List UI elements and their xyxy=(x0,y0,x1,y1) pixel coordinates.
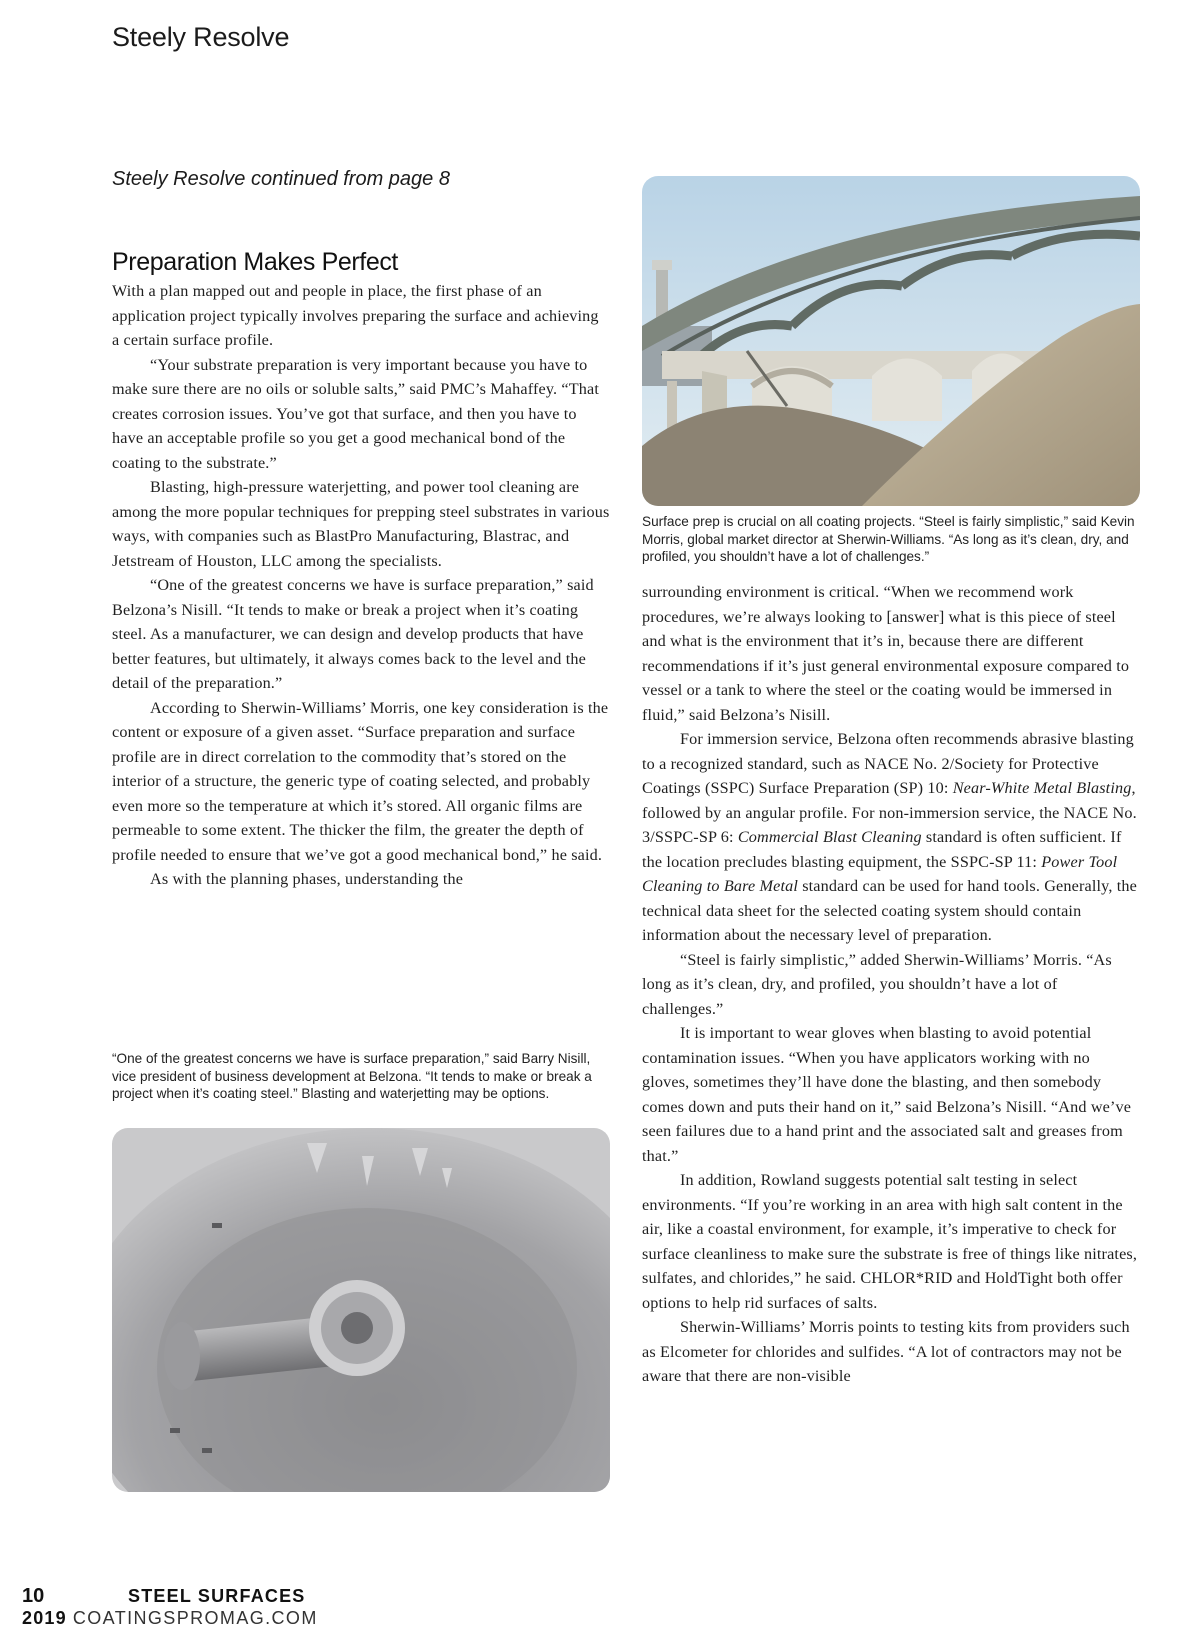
standard-name: Near-White Metal Blasting xyxy=(952,779,1132,797)
paragraph: As with the planning phases, understanding the xyxy=(150,870,464,888)
magazine-issue: STEEL SURFACES 2019 xyxy=(22,1586,306,1628)
paragraph: Blasting, high-pressure waterjetting, and power tool cleaning are among the more popular techniques for prepping steel substrates in various ways, with companies such as BlastPro Manufacturing, Blastrac, and Jetstream of Houston, LLC among the specialists. xyxy=(112,478,610,570)
paragraph: According to Sherwin-Williams’ Morris, one key consideration is the content or exposure of a given asset. “Surface preparation and surface profile are in direct correlation to the commodity that’s stored on the interior of a structure, the generic type of coating selected, and probably even more so the temperature at which it’s stored. All organic films are permeable to some extent. The thicker the film, the greater the depth of profile needed to ensure that we’ve got a good mechanical bond,” he said. xyxy=(112,698,609,864)
paragraph: Sherwin-Williams’ Morris points to testing kits from providers such as Elcometer for chlorides and sulfides. “A lot of contractors may not be aware that there are non-visible xyxy=(642,1318,1130,1385)
text-run: For immersion service, Belzona often recommends abrasive blasting to a recognized standard, such as NACE No. 2/Society for Protective Coatings (SSPC) Surface Preparation (SP) 10: xyxy=(642,730,1134,797)
tank-illustration xyxy=(112,1128,610,1492)
paragraph: In addition, Rowland suggests potential salt testing in select environments. “If you’re working in an area with high salt content in the air, like a coastal environment, for example, it’s imperative to check for surface cleanliness to make sure the substrate is free of things like nitrates, sulfates, and chlorides,” he said. CHLOR*RID and HoldTight both offer options to help rid surfaces of salts. xyxy=(642,1171,1138,1312)
paragraph: surrounding environment is critical. “When we recommend work procedures, we’re always looking to [answer] what is this piece of steel and what is the environment that it’s in, because there are different recommendations if it’s just general environmental exposure compared to vessel or a tank to where the steel or the coating would be immersed in fluid,” said Belzona’s Nisill. xyxy=(642,583,1130,724)
paragraph: “Steel is fairly simplistic,” added Sherwin-Williams’ Morris. “As long as it’s clean, dry, and profiled, you shouldn’t have a lot of challenges.” xyxy=(642,950,1112,1018)
article-column-right xyxy=(642,580,1140,1389)
bridge-photo xyxy=(642,176,1140,506)
paragraph: With a plan mapped out and people in place, the first phase of an application project typically involves preparing the surface and achieving a certain surface profile. xyxy=(112,282,599,349)
article-heading: Preparation Makes Perfect xyxy=(112,248,398,276)
paragraph xyxy=(642,727,1140,948)
text-run: , followed by an angular profile. For non-immersion service, the NACE No. 3/SSPC-SP 6: xyxy=(642,779,1137,846)
paragraph: “Your substrate preparation is very important because you have to make sure there are no oils or soluble salts,” said PMC’s Mahaffey. “That creates corrosion issues. You’ve got that surface, and then you have to have an acceptable profile so you get a good mechanical bond of the coating to the substrate.” xyxy=(112,355,600,472)
page-number: 10 xyxy=(22,1585,45,1607)
photo-caption-top: Surface prep is crucial on all coating projects. “Steel is fairly simplistic,” said Kevin Morris, global market director at Sherwin-Williams. “As long as it’s clean, dry, and profiled, you shouldn’t have a lot of challenges.” xyxy=(642,514,1135,565)
text-run: standard is often sufficient. If the location precludes blasting equipment, the SSPC-SP 11: xyxy=(642,828,1122,871)
tank-interior-photo xyxy=(112,1128,610,1492)
photo-caption-bottom: “One of the greatest concerns we have is surface preparation,” said Barry Nisill, vice president of business development at Belzona. “It tends to make or break a project when it’s coating steel.” Blasting and waterjetting may be options. xyxy=(112,1051,592,1102)
standard-name: Power Tool Cleaning to Bare Metal xyxy=(642,852,1118,895)
standard-name: Commercial Blast Cleaning xyxy=(737,828,922,846)
text-run: standard can be used for hand tools. Generally, the technical data sheet for the selected coating system should contain information about the necessary level of preparation. xyxy=(642,877,1137,944)
paragraph: It is important to wear gloves when blasting to avoid potential contamination issues. “When you have applicators working with no gloves, sometimes they’ll have done the blasting, and then somebody comes down and puts their hand on it,” said Belzona’s Nisill. “And we’ve seen failures due to a hand print and the associated salt and greases from that.” xyxy=(642,1024,1132,1165)
website-link[interactable]: COATINGSPROMAG.COM xyxy=(72,1608,318,1628)
page-footer xyxy=(22,1585,582,1629)
continued-note: Steely Resolve continued from page 8 xyxy=(112,168,450,190)
section-header: Steely Resolve xyxy=(112,22,290,52)
article-column-left xyxy=(112,279,610,892)
bridge-illustration xyxy=(642,176,1140,506)
paragraph: “One of the greatest concerns we have is surface preparation,” said Belzona’s Nisill. “It tends to make or break a project when it’s coating steel. As a manufacturer, we can design and develop products that have better features, but ultimately, it always comes back to the level and the detail of the preparation.” xyxy=(112,576,594,692)
